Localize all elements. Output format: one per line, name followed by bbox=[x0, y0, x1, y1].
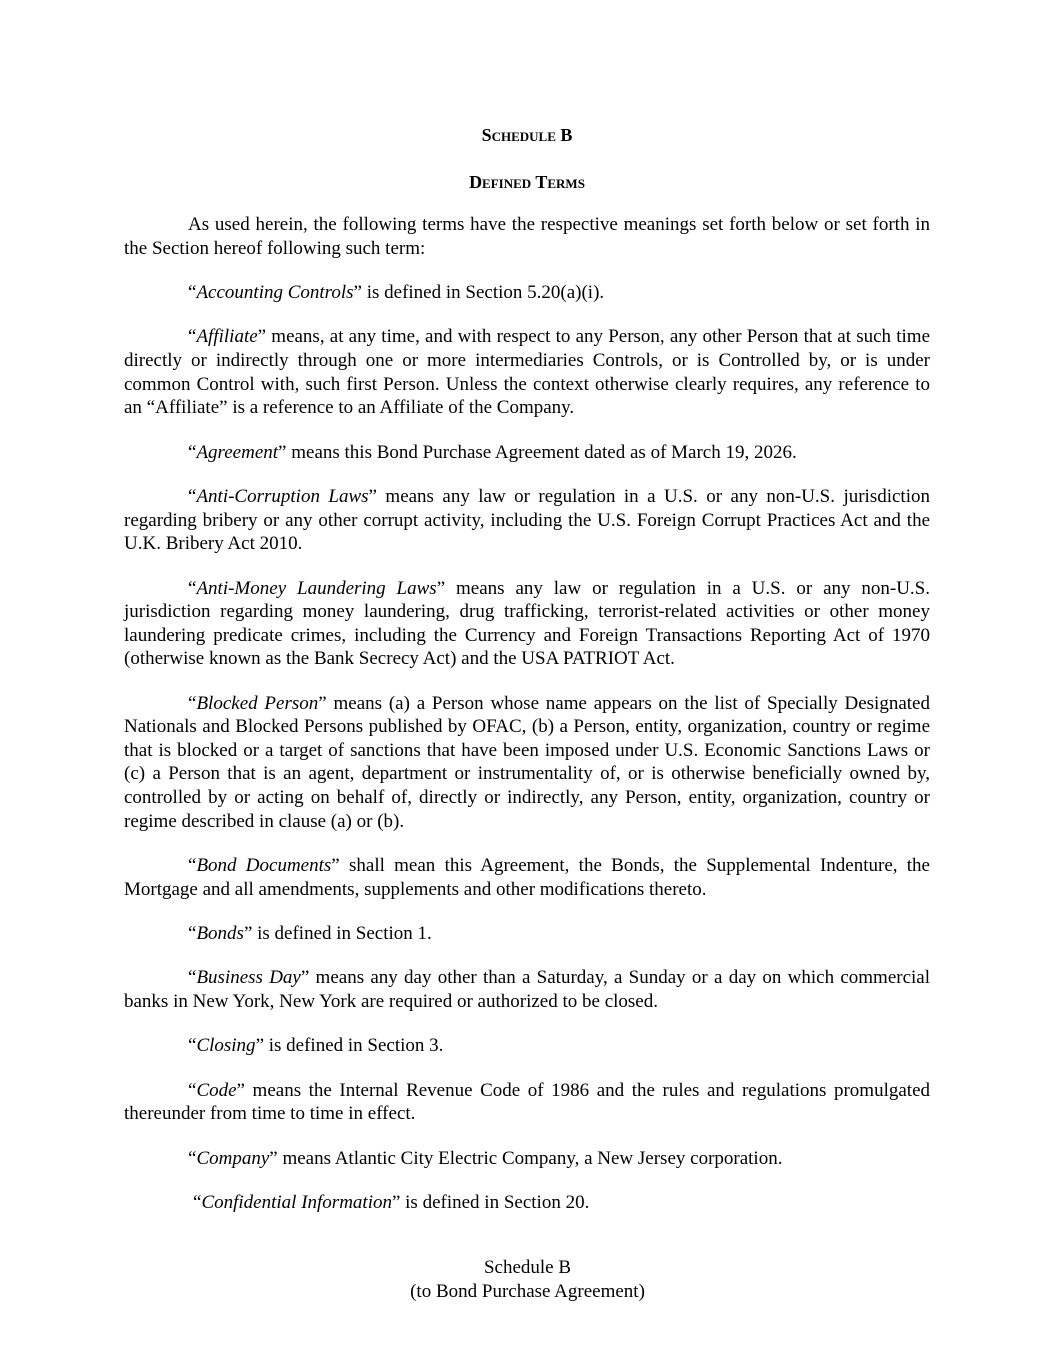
definition-text: is defined in Section 5.20(a)(i). bbox=[361, 281, 605, 303]
definition-bonds: “Bonds” is defined in Section 1. bbox=[188, 923, 432, 945]
definition-text: means (a) a Person whose name appears on the list of Specially Designated Nationals and Blocked Persons published by OFAC, (b) a Person, entity, organization, country or regime that is blocked or a target of sanctions that have been imposed under U.S. Economic Sanctions Laws or (c) a Person that is an agent, department or instrumentality of, or is otherwise beneficially owned by, controlled by or acting on behalf of, directly or indirectly, any Person, entity, organization, country or regime described in clause (a) or (b). bbox=[124, 692, 930, 832]
defined-term: Anti-Corruption Laws bbox=[196, 485, 369, 507]
definition-bond-documents: “Bond Documents” shall mean this Agreement, the Bonds, the Supplemental Indenture, the Mortgage and all amendments, supplements and other modifications thereto. bbox=[124, 855, 930, 900]
definition-text: shall mean this Agreement, the Bonds, the Supplemental Indenture, the Mortgage and all amendments, supplements and other modifications thereto. bbox=[124, 855, 930, 900]
footer-agreement-label: (to Bond Purchase Agreement) bbox=[410, 1281, 645, 1302]
defined-term: Closing bbox=[196, 1035, 256, 1057]
definition-text: means this Bond Purchase Agreement dated as of March 19, 2026. bbox=[286, 441, 797, 463]
section-title: Defined Terms bbox=[469, 172, 585, 192]
definition-accounting-controls: “Accounting Controls” is defined in Section 5.20(a)(i). bbox=[188, 281, 605, 303]
defined-term: Anti-Money Laundering Laws bbox=[196, 577, 437, 599]
defined-term: Code bbox=[196, 1079, 237, 1101]
definition-code: “Code” means the Internal Revenue Code of 1986 and the rules and regulations promulgated thereunder from time to time in effect. bbox=[124, 1079, 930, 1125]
definition-text: means Atlantic City Electric Company, a New Jersey corporation. bbox=[277, 1147, 783, 1169]
definition-blocked-person: “Blocked Person” means (a) a Person whose name appears on the list of Specially Designated Nationals and Blocked Persons published by OFAC, (b) a Person, entity, organization, country or regime that is blocked or a target of sanctions that have been imposed under U.S. Economic Sanctions Laws or (c) a Person that is an agent, department or instrumentality of, or is otherwise beneficially owned by, controlled by or acting on behalf of, directly or indirectly, any Person, entity, organization, country or regime described in clause (a) or (b). bbox=[124, 692, 930, 832]
footer-schedule-label: Schedule B bbox=[483, 1257, 572, 1278]
definition-anti-corruption-laws: “Anti-Corruption Laws” means any law or regulation in a U.S. or any non-U.S. jurisdiction regarding bribery or any other corrupt activity, including the U.S. Foreign Corrupt Practices Act and the U.K. Bribery Act 2010. bbox=[124, 485, 930, 555]
definition-text: is defined in Section 20. bbox=[400, 1192, 590, 1214]
defined-term: Accounting Controls bbox=[196, 281, 354, 303]
definition-closing: “Closing” is defined in Section 3. bbox=[188, 1035, 444, 1057]
defined-term: Business Day bbox=[196, 967, 301, 989]
definition-anti-money-laundering-laws: “Anti-Money Laundering Laws” means any law or regulation in a U.S. or any non-U.S. jurisdiction regarding money laundering, drug trafficking, terrorist-related activities or other money laundering predicate crimes, including the Currency and Foreign Transactions Reporting Act of 1970 (otherwise known as the Bank Secrecy Act) and the USA PATRIOT Act. bbox=[124, 577, 930, 670]
defined-term: Company bbox=[196, 1147, 270, 1169]
document-page bbox=[124, 124, 930, 1236]
defined-term: Bonds bbox=[196, 923, 244, 945]
definition-text: means any law or regulation in a U.S. or any non-U.S. jurisdiction regarding bribery or any other corrupt activity, including the U.S. Foreign Corrupt Practices Act and the U.K. Bribery Act 2010. bbox=[124, 485, 930, 555]
definition-confidential-information: “Confidential Information” is defined in Section 20. bbox=[193, 1192, 590, 1214]
definition-text: is defined in Section 3. bbox=[264, 1035, 444, 1057]
definition-text: means any law or regulation in a U.S. or any non-U.S. jurisdiction regarding money laundering, drug trafficking, terrorist-related activities or other money laundering predicate crimes, including the Currency and Foreign Transactions Reporting Act of 1970 (otherwise known as the Bank Secrecy Act) and the USA PATRIOT Act. bbox=[124, 577, 930, 670]
defined-term: Confidential Information bbox=[201, 1192, 392, 1214]
definition-text: means, at any time, and with respect to any Person, any other Person that at such time directly or indirectly through one or more intermediaries Controls, or is Controlled by, or is under common Control with, such first Person. Unless the context otherwise clearly requires, any reference to an “Affiliate” is a reference to an Affiliate of the Company. bbox=[124, 326, 930, 419]
intro-paragraph: As used herein, the following terms have the respective meanings set forth below or set forth in the Section hereof following such term: bbox=[124, 214, 930, 259]
definition-text: is defined in Section 1. bbox=[252, 923, 432, 945]
page-footer bbox=[0, 1256, 1055, 1304]
definition-text: means any day other than a Saturday, a Sunday or a day on which commercial banks in New York, New York are required or authorized to be closed. bbox=[124, 967, 930, 1013]
defined-term: Bond Documents bbox=[196, 855, 332, 877]
defined-term: Blocked Person bbox=[196, 692, 319, 714]
defined-term: Agreement bbox=[196, 441, 279, 463]
schedule-title: Schedule B bbox=[481, 125, 573, 145]
definition-company: “Company” means Atlantic City Electric Company, a New Jersey corporation. bbox=[188, 1147, 783, 1169]
definition-business-day: “Business Day” means any day other than a Saturday, a Sunday or a day on which commercial banks in New York, New York are required or authorized to be closed. bbox=[124, 967, 930, 1013]
definition-agreement: “Agreement” means this Bond Purchase Agreement dated as of March 19, 2026. bbox=[188, 441, 797, 463]
definition-affiliate: “Affiliate” means, at any time, and with respect to any Person, any other Person that at such time directly or indirectly through one or more intermediaries Controls, or is Controlled by, or is under common Control with, such first Person. Unless the context otherwise clearly requires, any reference to an “Affiliate” is a reference to an Affiliate of the Company. bbox=[124, 326, 930, 419]
definition-text: means the Internal Revenue Code of 1986 and the rules and regulations promulgated thereunder from time to time in effect. bbox=[124, 1079, 930, 1125]
defined-term: Affiliate bbox=[196, 326, 258, 348]
